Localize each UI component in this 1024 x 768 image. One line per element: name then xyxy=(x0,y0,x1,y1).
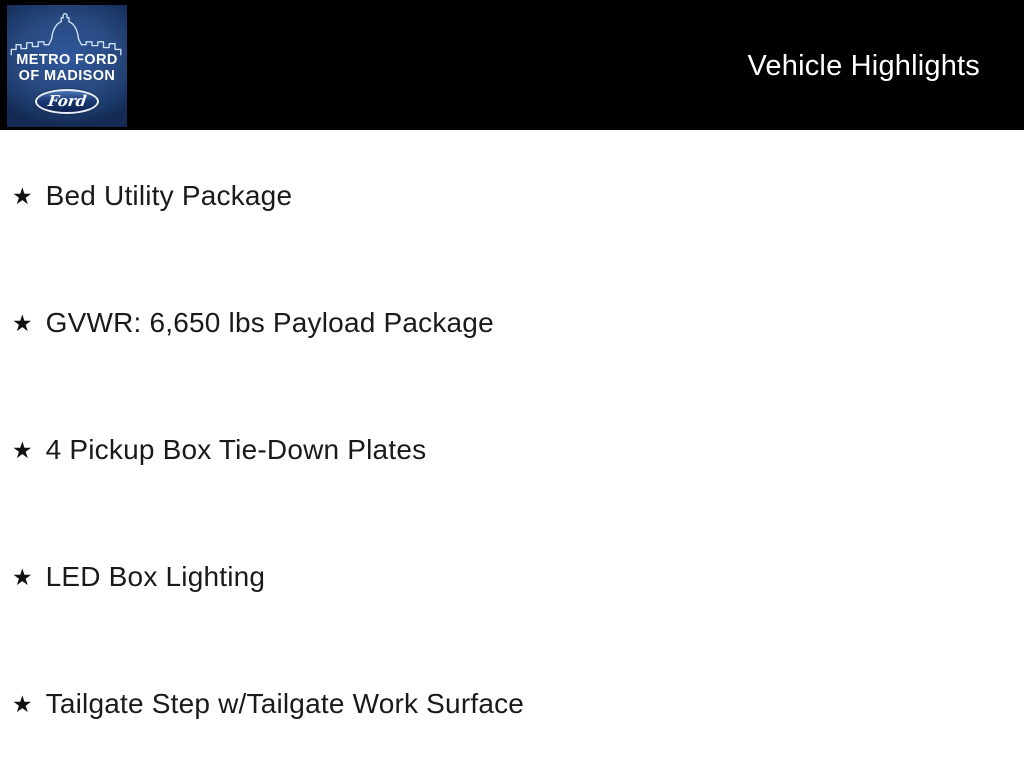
highlight-label: 4 Pickup Box Tie-Down Plates xyxy=(45,434,427,465)
highlight-item xyxy=(12,180,1024,212)
highlight-item xyxy=(12,688,1024,720)
ford-script-text: Ford xyxy=(46,92,88,110)
dealer-name-line2: OF MADISON xyxy=(18,67,116,84)
highlight-label: GVWR: 6,650 lbs Payload Package xyxy=(45,307,494,338)
highlight-label: LED Box Lighting xyxy=(45,561,266,592)
highlight-label: Bed Utility Package xyxy=(45,180,293,211)
highlight-item xyxy=(12,434,1024,466)
ford-oval-icon xyxy=(35,89,99,114)
highlight-label: Tailgate Step w/Tailgate Work Surface xyxy=(45,688,525,719)
star-bullet-icon: ★ xyxy=(12,563,33,590)
dealer-logo xyxy=(7,5,127,127)
star-bullet-icon: ★ xyxy=(12,182,33,209)
highlight-item xyxy=(12,307,1024,339)
dealer-name xyxy=(7,53,127,84)
header-bar xyxy=(0,0,1024,130)
star-bullet-icon: ★ xyxy=(12,690,33,717)
dealer-name-line1: METRO FORD xyxy=(16,52,118,68)
star-bullet-icon: ★ xyxy=(12,436,33,463)
page-title: Vehicle Highlights xyxy=(747,50,980,82)
highlights-list xyxy=(0,130,1024,720)
star-bullet-icon: ★ xyxy=(12,309,33,336)
highlight-item xyxy=(12,561,1024,593)
